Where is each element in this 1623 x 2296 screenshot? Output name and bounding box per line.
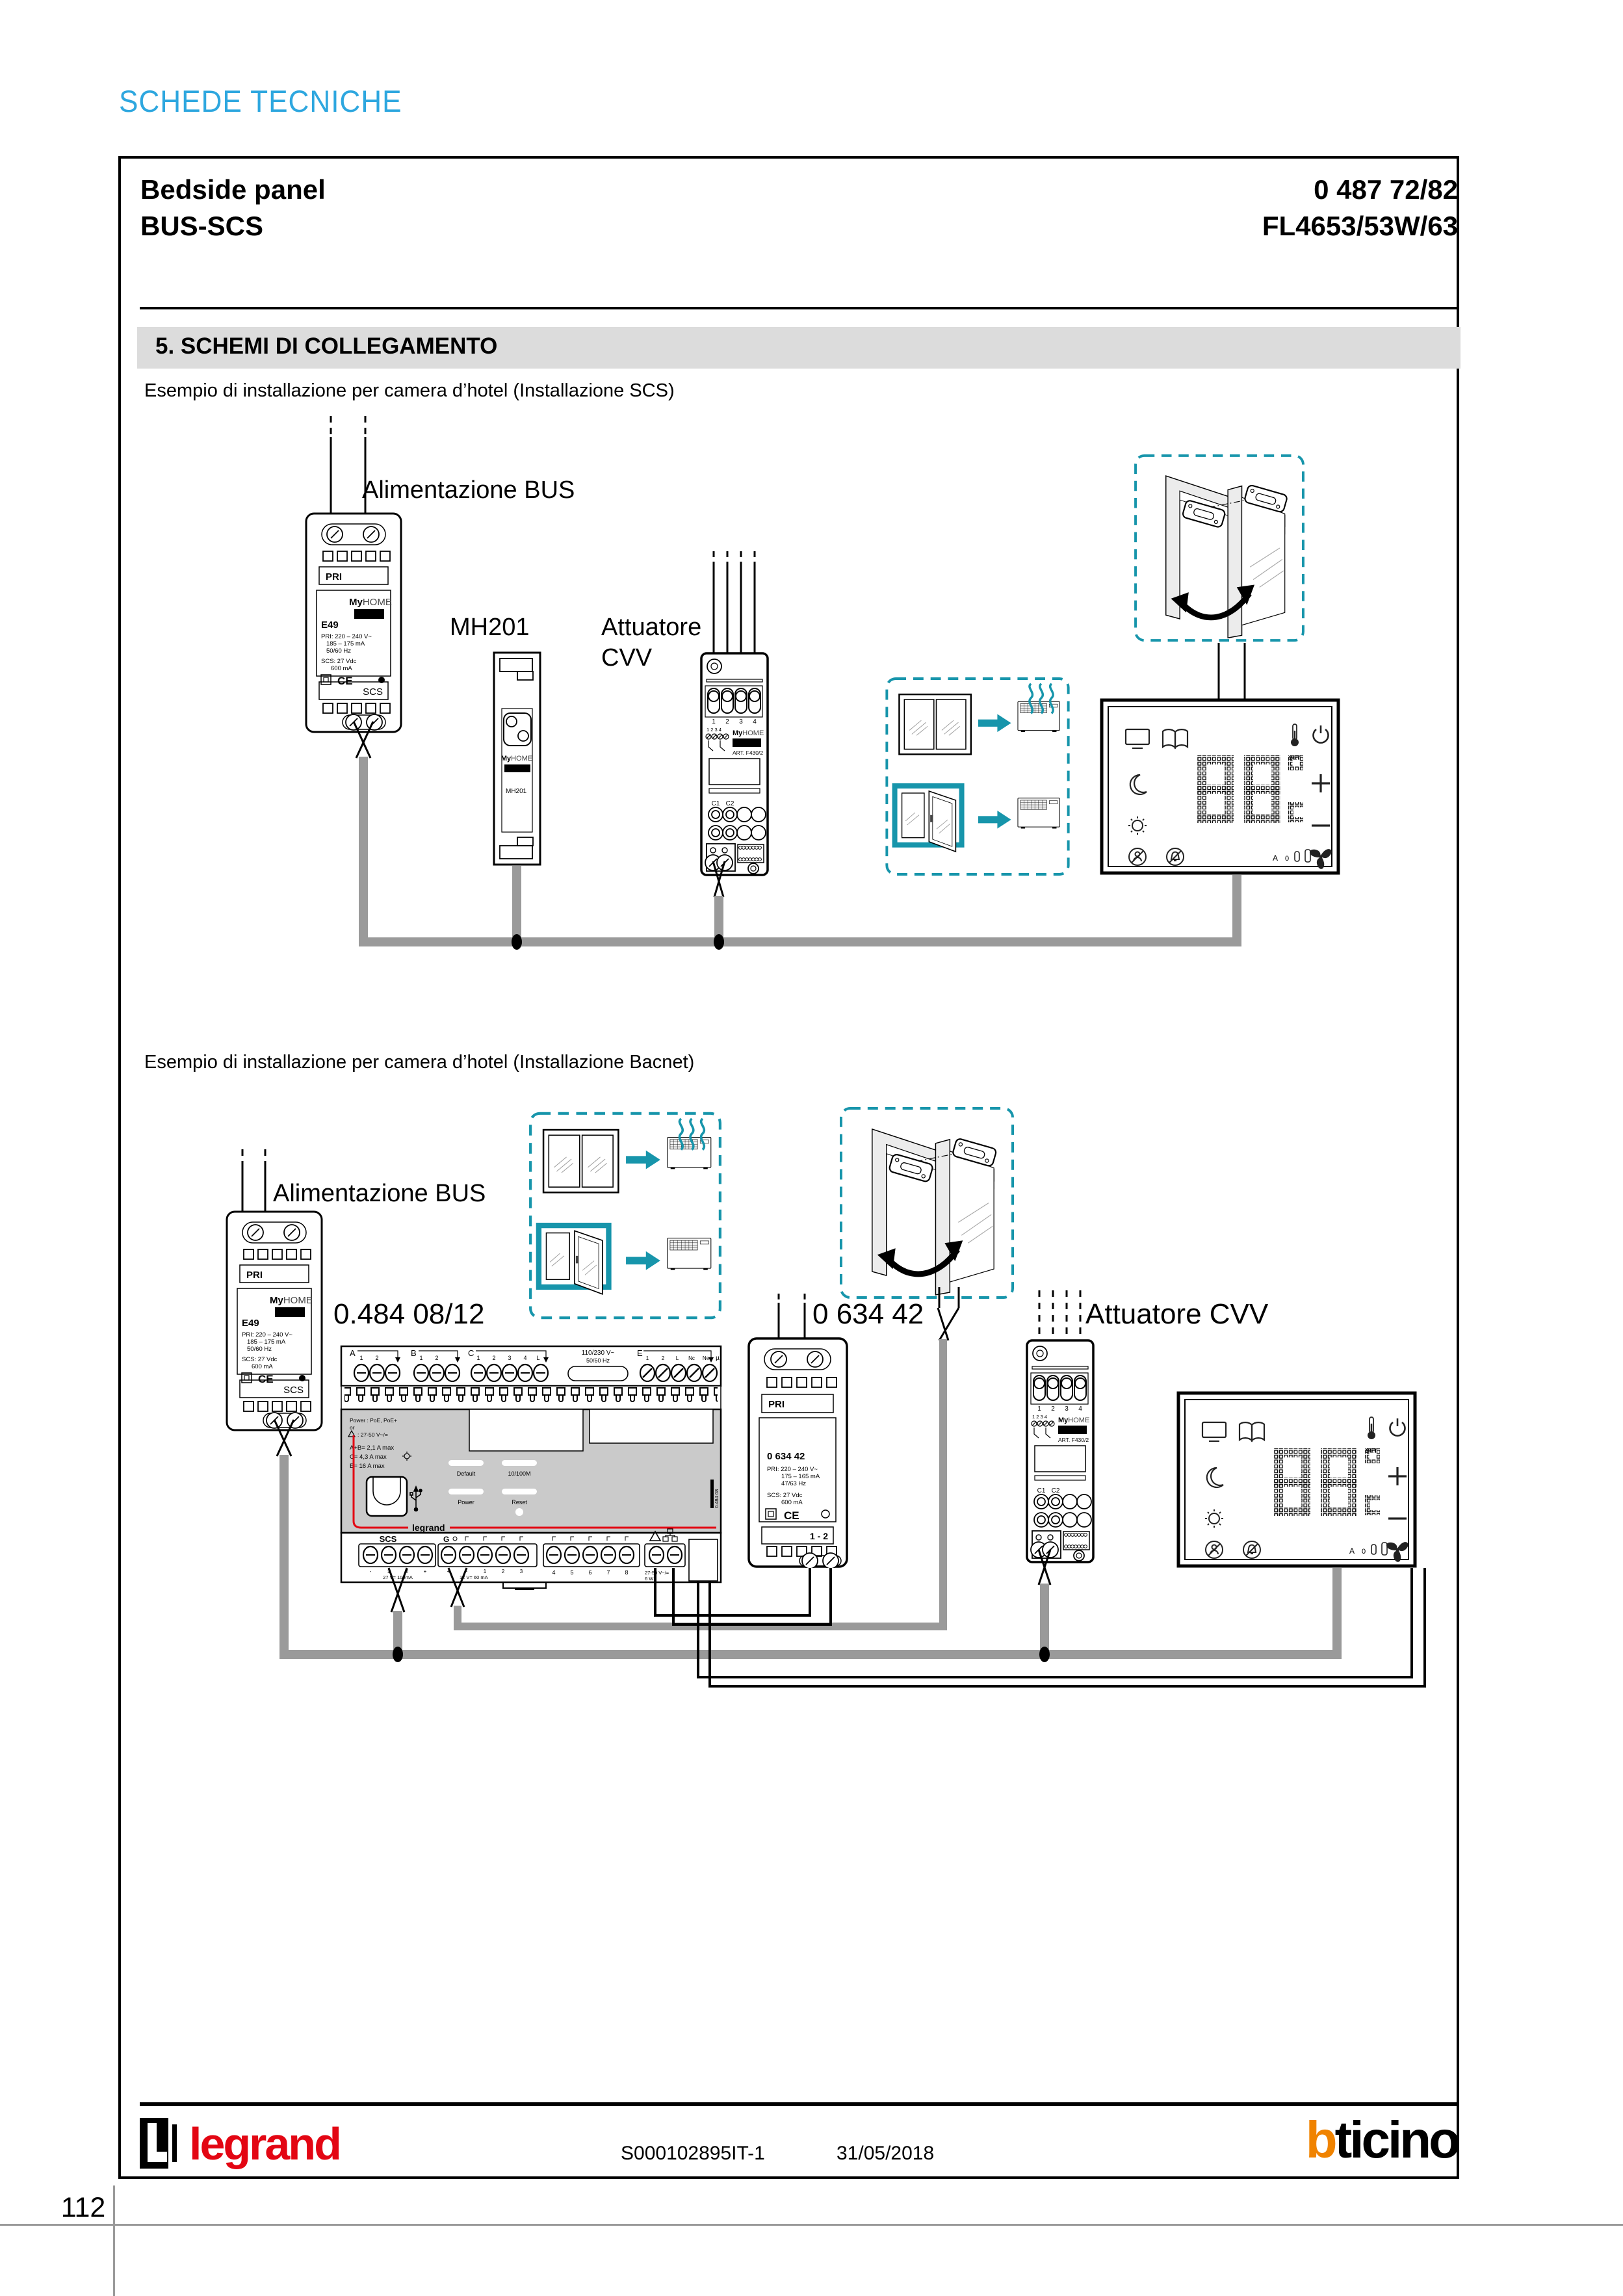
legrand-logo — [140, 2118, 340, 2170]
bottom-rule — [0, 2224, 1623, 2226]
window-contact-box — [1136, 456, 1303, 640]
diagram-scs — [306, 416, 1338, 950]
page-number: 112 — [60, 2192, 106, 2223]
caption-bacnet: Esempio di installazione per camera d’hotel (Installazione Bacnet) — [144, 1052, 695, 1073]
label-alimentazione-bus-1: Alimentazione BUS — [362, 476, 575, 504]
label-attuatore-cvv: Attuatore CVV — [1085, 1298, 1269, 1330]
063442-power-supply — [749, 1338, 847, 1569]
e49-power-supply — [306, 514, 401, 732]
bedside-panel — [1178, 1393, 1415, 1566]
mh201-gateway — [494, 653, 540, 865]
bticino-rest: ticino — [1334, 2111, 1458, 2169]
product-title-line2: BUS-SCS — [140, 211, 264, 241]
window-contact-box — [841, 1108, 1013, 1298]
window-fancoil-box — [530, 1114, 720, 1318]
section-title: 5. SCHEMI DI COLLEGAMENTO — [155, 333, 498, 359]
page-number-divider — [113, 2185, 115, 2296]
diagram-bacnet — [227, 1108, 1425, 1686]
product-code-line2: FL4653/53W/63 — [1262, 211, 1458, 241]
ps2-mains-wires — [779, 1294, 805, 1339]
contact-wires — [1219, 643, 1245, 699]
label-alimentazione-bus-2: Alimentazione BUS — [273, 1180, 486, 1207]
label-ps2: 0 634 42 — [812, 1298, 924, 1330]
bedside-panel — [1102, 700, 1338, 873]
page-kicker: SCHEDE TECNICHE — [119, 84, 402, 118]
e49-power-supply — [227, 1212, 322, 1430]
bticino-b: b — [1305, 2111, 1335, 2169]
wiring-diagrams — [118, 156, 1459, 2103]
label-attuatore: Attuatore — [601, 614, 702, 641]
mains-wires — [331, 416, 365, 514]
bticino-logo — [1137, 2110, 1458, 2170]
footer-rule — [140, 2102, 1458, 2106]
f430-actuator — [701, 653, 768, 875]
product-code-line1: 0 487 72/82 — [1314, 174, 1458, 205]
label-controller: 0.484 08/12 — [333, 1298, 485, 1330]
label-cvv: CVV — [601, 644, 653, 672]
legrand-wordmark: legrand — [189, 2119, 340, 2169]
f430-actuator — [1027, 1340, 1093, 1562]
window-fancoil-box — [887, 679, 1068, 874]
document-date: 31/05/2018 — [837, 2143, 935, 2164]
caption-scs: Esempio di installazione per camera d’hotel (Installazione SCS) — [144, 380, 675, 401]
document-code: S000102895IT-1 — [621, 2143, 765, 2164]
legrand-glyph-icon — [140, 2118, 180, 2170]
mains-wires — [242, 1149, 265, 1212]
hotel-room-controller — [341, 1346, 721, 1590]
product-title-line1: Bedside panel — [140, 174, 326, 205]
label-mh201: MH201 — [450, 614, 530, 641]
